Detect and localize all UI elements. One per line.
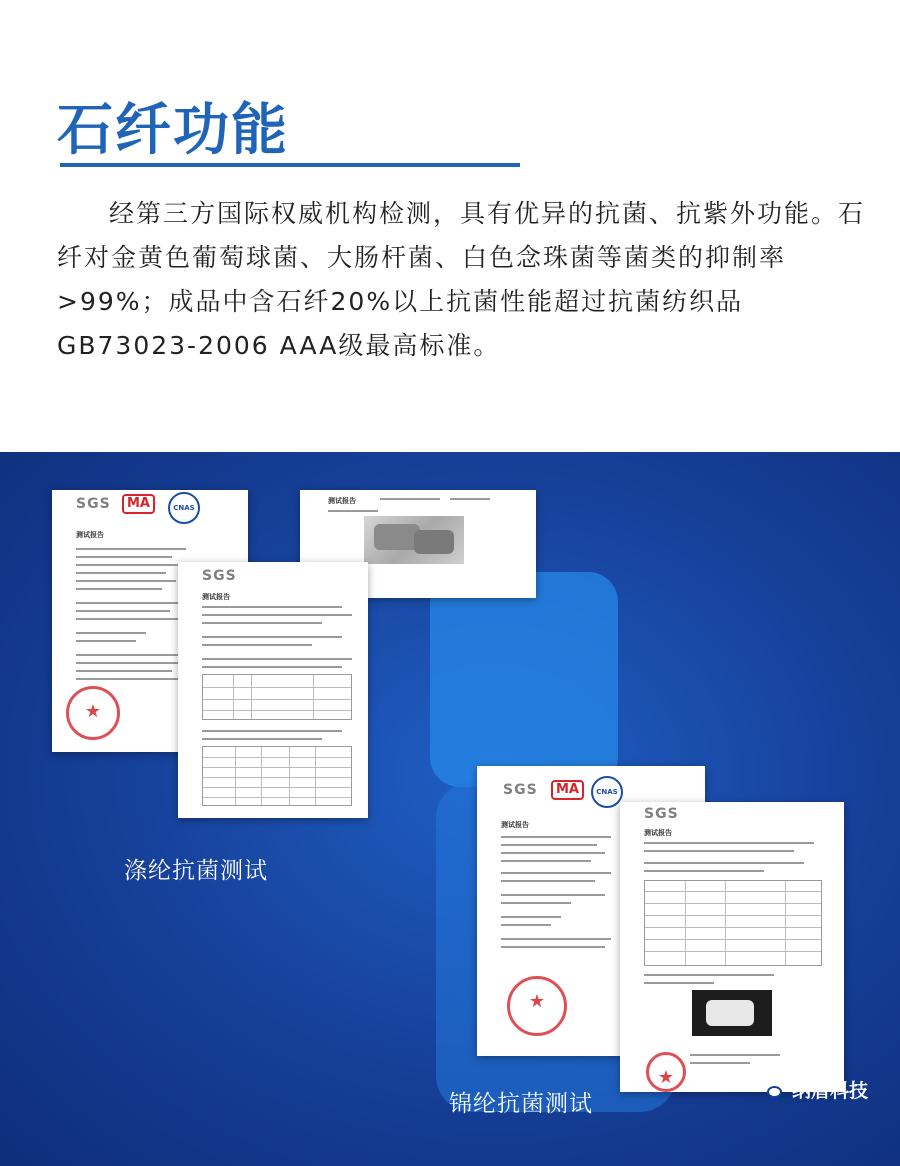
- report-heading: 测试报告: [501, 821, 529, 829]
- page-title: 石纤功能: [57, 98, 289, 163]
- results-table: [202, 746, 352, 806]
- fabric-sample-photo: [364, 516, 464, 564]
- intro-section: [0, 0, 900, 452]
- sgs-logo: SGS: [644, 806, 679, 822]
- report-heading: 测试报告: [644, 829, 672, 837]
- sgs-logo: SGS: [503, 782, 538, 798]
- report-heading: 测试报告: [328, 497, 356, 505]
- polyester-caption: 涤纶抗菌测试: [124, 858, 268, 884]
- description-paragraph: 经第三方国际权威机构检测，具有优异的抗菌、抗紫外功能。石纤对金黄色葡萄球菌、大肠杆菌、白色念珠菌等菌类的抑制率>99%；成品中含石纤20%以上抗菌性能超过抗菌纺织品GB73023-2006 AAA级最高标准。: [57, 199, 866, 360]
- report-heading: 测试报告: [202, 593, 230, 601]
- test-reports-section: [0, 452, 900, 1166]
- wechat-icon: [758, 1078, 784, 1100]
- cnas-logo: CNAS: [591, 776, 623, 808]
- polyester-report-page-3: [178, 562, 368, 818]
- brand-name: 纳盾科技: [792, 1079, 869, 1102]
- nylon-caption: 锦纶抗菌测试: [449, 1091, 593, 1117]
- official-seal: [646, 1052, 686, 1092]
- sgs-logo: SGS: [76, 496, 111, 512]
- ma-logo: MA: [122, 494, 155, 514]
- nylon-report-page-2: [620, 802, 844, 1092]
- fabric-sample-photo: [692, 990, 772, 1036]
- official-seal: [66, 686, 120, 740]
- ma-logo: MA: [551, 780, 584, 800]
- brand-badge: [758, 1074, 868, 1104]
- cnas-logo: CNAS: [168, 492, 200, 524]
- results-table: [202, 674, 352, 720]
- title-underline: [60, 163, 520, 167]
- decorative-glow-panel: [430, 572, 618, 787]
- results-table: [644, 880, 822, 966]
- report-heading: 测试报告: [76, 531, 104, 539]
- sgs-logo: SGS: [202, 568, 237, 584]
- official-seal: [507, 976, 567, 1036]
